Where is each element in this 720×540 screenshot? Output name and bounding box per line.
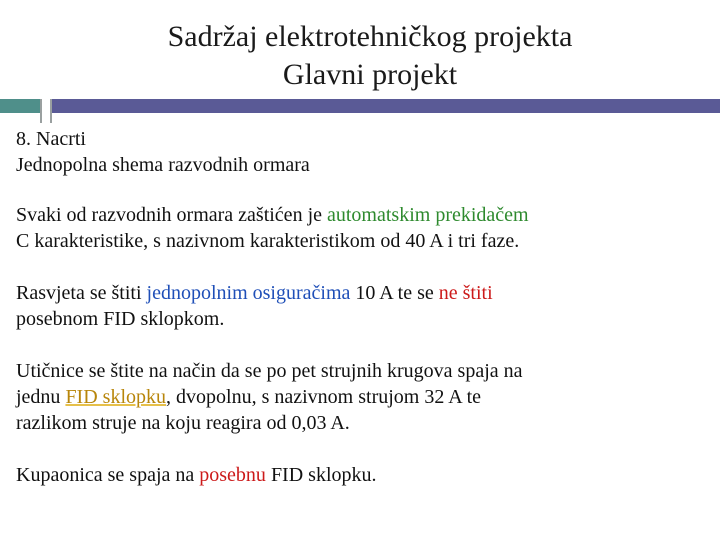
p3-line-1: Utičnice se štite na način da se po pet strujnih krugova spaja na — [16, 360, 523, 382]
p3-text-after: , dvopolnu, s nazivnom strujom 32 A te — [166, 386, 482, 408]
p2-text-after: posebnom FID sklopkom. — [16, 308, 225, 330]
paragraph-sockets — [16, 358, 706, 436]
title-line-1: Sadržaj elektrotehničkog projekta — [167, 20, 573, 53]
p4-text-after: FID sklopku. — [265, 464, 377, 486]
section-subtitle: Jednopolna shema razvodnih ormara — [16, 154, 310, 176]
paragraph-bathroom — [16, 462, 706, 488]
decor-bar-right — [52, 99, 720, 113]
p3-text-before: jednu — [16, 386, 66, 408]
paragraph-lighting — [16, 280, 706, 332]
decor-divider-left — [40, 99, 42, 123]
p1-text-before: Svaki od razvodnih ormara zaštićen je — [16, 204, 327, 226]
p2-text-before: Rasvjeta se štiti — [16, 282, 147, 304]
p2-highlight-red: ne štiti — [438, 282, 493, 304]
section-heading — [16, 126, 706, 178]
p3-highlight: FID sklopku — [65, 386, 167, 408]
p3-line-3: razlikom struje na koju reagira od 0,03 A. — [16, 412, 350, 434]
p4-text-before: Kupaonica se spaja na — [16, 464, 200, 486]
slide-title — [0, 18, 720, 94]
decor-bar-left — [0, 99, 40, 113]
section-number: 8. Nacrti — [16, 128, 86, 150]
p2-highlight-blue: jednopolnim osiguračima — [146, 282, 351, 304]
decor-divider-right — [50, 99, 52, 123]
p4-highlight: posebnu — [199, 464, 266, 486]
p2-text-middle: 10 A te se — [350, 282, 439, 304]
paragraph-breakers — [16, 202, 706, 254]
title-line-2: Glavni projekt — [282, 58, 458, 91]
p1-highlight: automatskim prekidačem — [327, 204, 529, 226]
p1-text-after: C karakteristike, s nazivnom karakteristikom od 40 A i tri faze. — [16, 230, 520, 252]
slide-body — [16, 126, 706, 488]
